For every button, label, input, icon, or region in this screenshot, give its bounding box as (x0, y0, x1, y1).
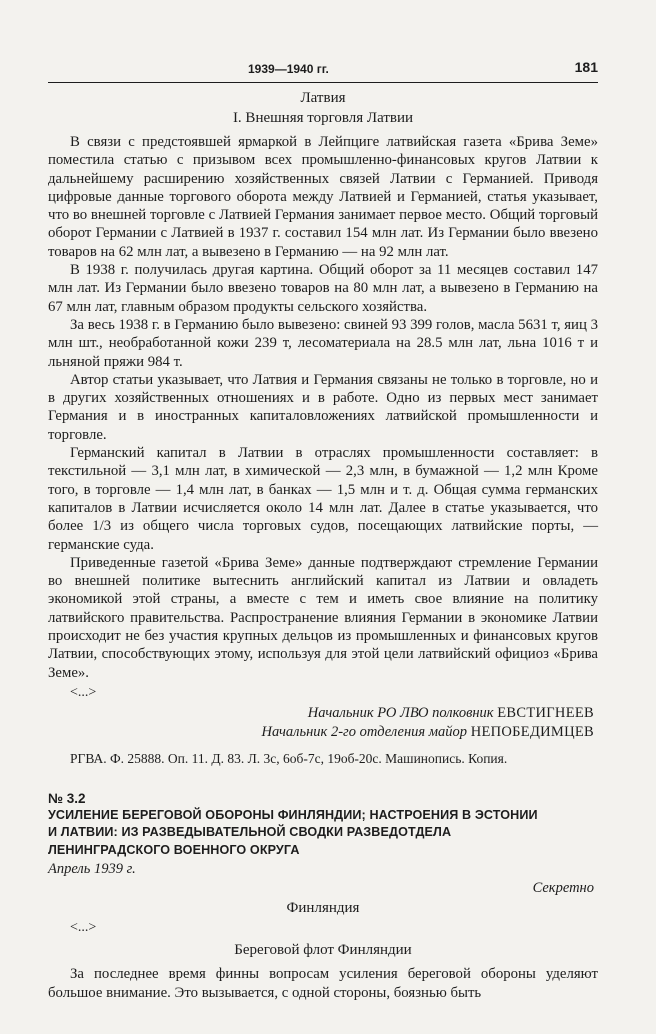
omission-mark: <...> (70, 684, 97, 700)
signature-line (48, 704, 598, 723)
document-date: Апрель 1939 г. (48, 861, 136, 878)
section-subheading: I. Внешняя торговля Латвии (232, 110, 414, 126)
paragraph: В связи с предстоявшей ярмаркой в Лейпциге латвийская газета «Брива Земе» поместила статью с призывом всех промышленно-финансовых кругов Латвии к дальнейшему расширению хозяйственных связей Латвии с Германией. Приводя цифровые данные торгового оборота между Латвией и Германией, статья указывает, что во внешней торговле с Латвией Германия занимает первое место. Общий торговый оборот Германии с Латвией в 1937 г. составил 154 млн лат. Из Германии было ввезено товаров на 62 млн лат, а вывезено в Германию — на 92 млн лат. (48, 134, 598, 260)
section-country-heading: Финляндия (286, 900, 360, 917)
document-number: № 3.2 (48, 790, 86, 806)
page-number: 181 (574, 59, 598, 75)
paragraph: Германский капитал в Латвии в отраслях промышленности составляет: в текстильной — 3,1 млн лат, в химической — 2,3 млн, в бумажной — 1,2 млн Кроме того, в торговле — 1,4 млн лат, в банках — 1,5 млн и т. д. Общая сумма германских капиталов в Латвии исчисляется около 14 млн лат. Далее в статье указывается, что более 1/3 из общего числа торговых судов, посещающих латвийские порты, — германские суда. (48, 445, 598, 553)
page-header (48, 56, 598, 83)
signature-title: Начальник РО ЛВО полковник (307, 704, 494, 721)
classification-mark: Секретно (532, 880, 594, 897)
signature-line (48, 723, 598, 742)
archive-reference: РГВА. Ф. 25888. Оп. 11. Д. 83. Л. 3с, 6об-7с, 19об-20с. Машинопись. Копия. (70, 750, 508, 766)
signature-name: ЕВСТИГНЕЕВ (497, 704, 594, 721)
signature-name: НЕПОБЕДИМЦЕВ (470, 723, 594, 740)
omission-mark: <...> (70, 920, 97, 936)
signature-title: Начальник 2-го отделения майор (261, 723, 468, 740)
paragraph: За последнее время финны вопросам усиления береговой обороны уделяют большое внимание. Это вызывается, с одной стороны, боязнью быть (48, 966, 598, 1001)
document-title-line: УСИЛЕНИЕ БЕРЕГОВОЙ ОБОРОНЫ ФИНЛЯНДИИ; НАСТРОЕНИЯ В ЭСТОНИИ (48, 807, 538, 822)
section-subheading: Береговой флот Финляндии (234, 942, 412, 959)
document-title-line: ЛЕНИНГРАДСКОГО ВОЕННОГО ОКРУГА (48, 842, 300, 857)
running-head: 1939—1940 гг. (248, 62, 329, 76)
book-page (48, 56, 598, 1002)
paragraph: Автор статьи указывает, что Латвия и Германия связаны не только в торговле, но и в других хозяйственных отношениях и в работе. Одно из первых мест занимает Германия и в иностранных капиталовложениях латвийской промышленности и торговле. (48, 371, 598, 443)
paragraph: Приведенные газетой «Брива Земе» данные подтверждают стремление Германии во внешней политике вытеснить английский капитал из Латвии и овладеть экономикой этой страны, а вместе с тем и иметь свое влияние на политику латвийского правительства. Распространение влияния Германии в экономике Латвии происходит не без участия крупных дельцов из промышленных и финансовых кругов Латвии, способствующих этому, используя для этой цели латвийский официоз «Брива Земе». (48, 554, 598, 681)
section-country-heading: Латвия (300, 90, 346, 106)
paragraph: За весь 1938 г. в Германию было вывезено: свиней 93 399 голов, масла 5631 т, яиц 3 млн шт., необработанной кожи 239 т, лесоматериала на 28.5 млн лат, льна 1016 т и льняной пряжи 984 т. (48, 316, 598, 370)
dateline (48, 861, 598, 899)
paragraph: В 1938 г. получилась другая картина. Общий оборот за 11 месяцев составил 147 млн лат. Из Германии было ввезено товаров на 80 млн лат, а вывезено в Германию на 67 млн лат, главным образом продукты сельского хозяйства. (48, 262, 598, 315)
document-title-line: И ЛАТВИИ: ИЗ РАЗВЕДЫВАТЕЛЬНОЙ СВОДКИ РАЗВЕДОТДЕЛА (48, 825, 452, 840)
